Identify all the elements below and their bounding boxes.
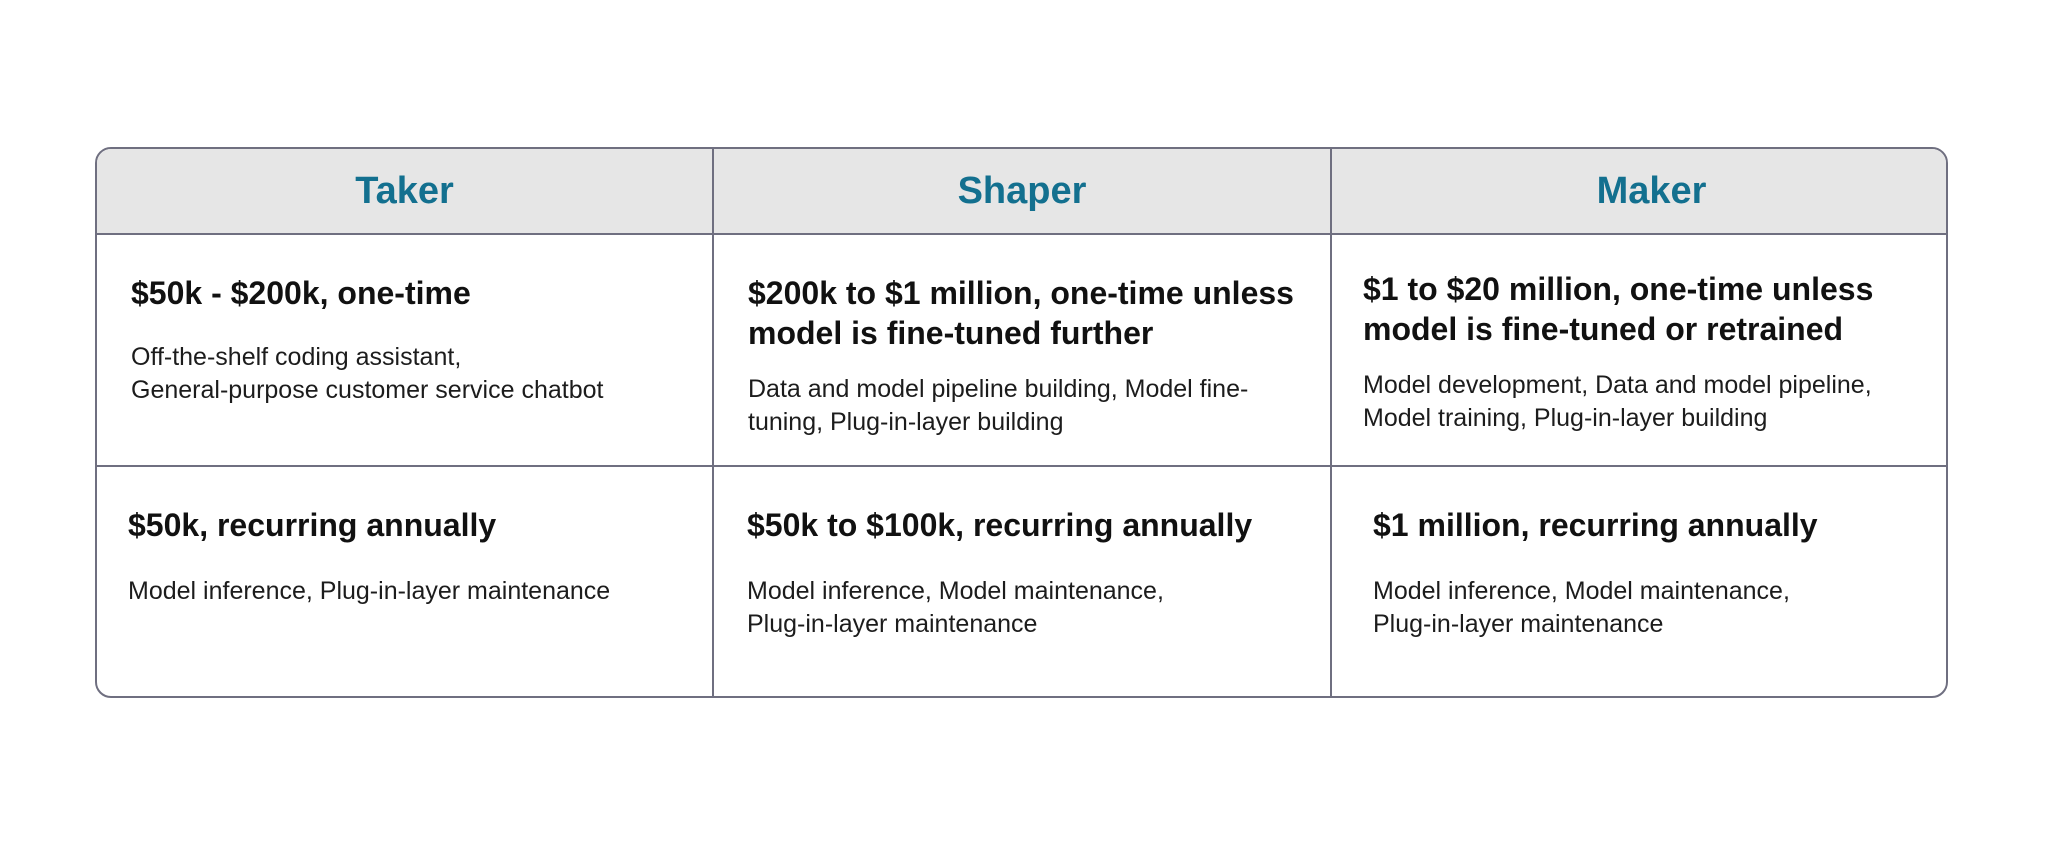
cost-label: $50k, recurring annually <box>128 507 497 543</box>
cost-label: $1 million, recurring annually <box>1373 507 1818 543</box>
cost-label: $200k to $1 million, one-time unless model is fine-tuned further <box>748 275 1294 351</box>
cost-label: $50k - $200k, one-time <box>131 275 471 311</box>
header-label: Maker <box>1596 169 1707 212</box>
cell-maker-recurring <box>1332 467 1948 696</box>
header-label: Shaper <box>957 169 1087 212</box>
cost-description: Model development, Data and model pipeline, Model training, Plug-in-layer building <box>1363 371 1872 432</box>
cost-label: $50k to $100k, recurring annually <box>747 507 1253 543</box>
header-taker <box>97 149 714 235</box>
header-shaper <box>714 149 1332 235</box>
cost-description: Model inference, Model maintenance, Plug-in-layer maintenance <box>1373 577 1790 638</box>
cost-description: Off-the-shelf coding assistant, General-purpose customer service chatbot <box>131 343 604 404</box>
cost-label: $1 to $20 million, one-time unless model is fine-tuned or retrained <box>1363 271 1874 347</box>
cell-shaper-one-time <box>714 235 1332 467</box>
header-maker <box>1332 149 1948 235</box>
cost-comparison-table <box>95 147 1948 698</box>
cost-description: Model inference, Plug-in-layer maintenance <box>128 577 611 605</box>
header-label: Taker <box>355 169 454 212</box>
cost-description: Data and model pipeline building, Model fine-tuning, Plug-in-layer building <box>748 375 1249 436</box>
cost-description: Model inference, Model maintenance, Plug-in-layer maintenance <box>747 577 1164 638</box>
cell-shaper-recurring <box>714 467 1332 696</box>
cell-taker-one-time <box>97 235 714 467</box>
cell-maker-one-time <box>1332 235 1948 467</box>
cell-taker-recurring <box>97 467 714 696</box>
